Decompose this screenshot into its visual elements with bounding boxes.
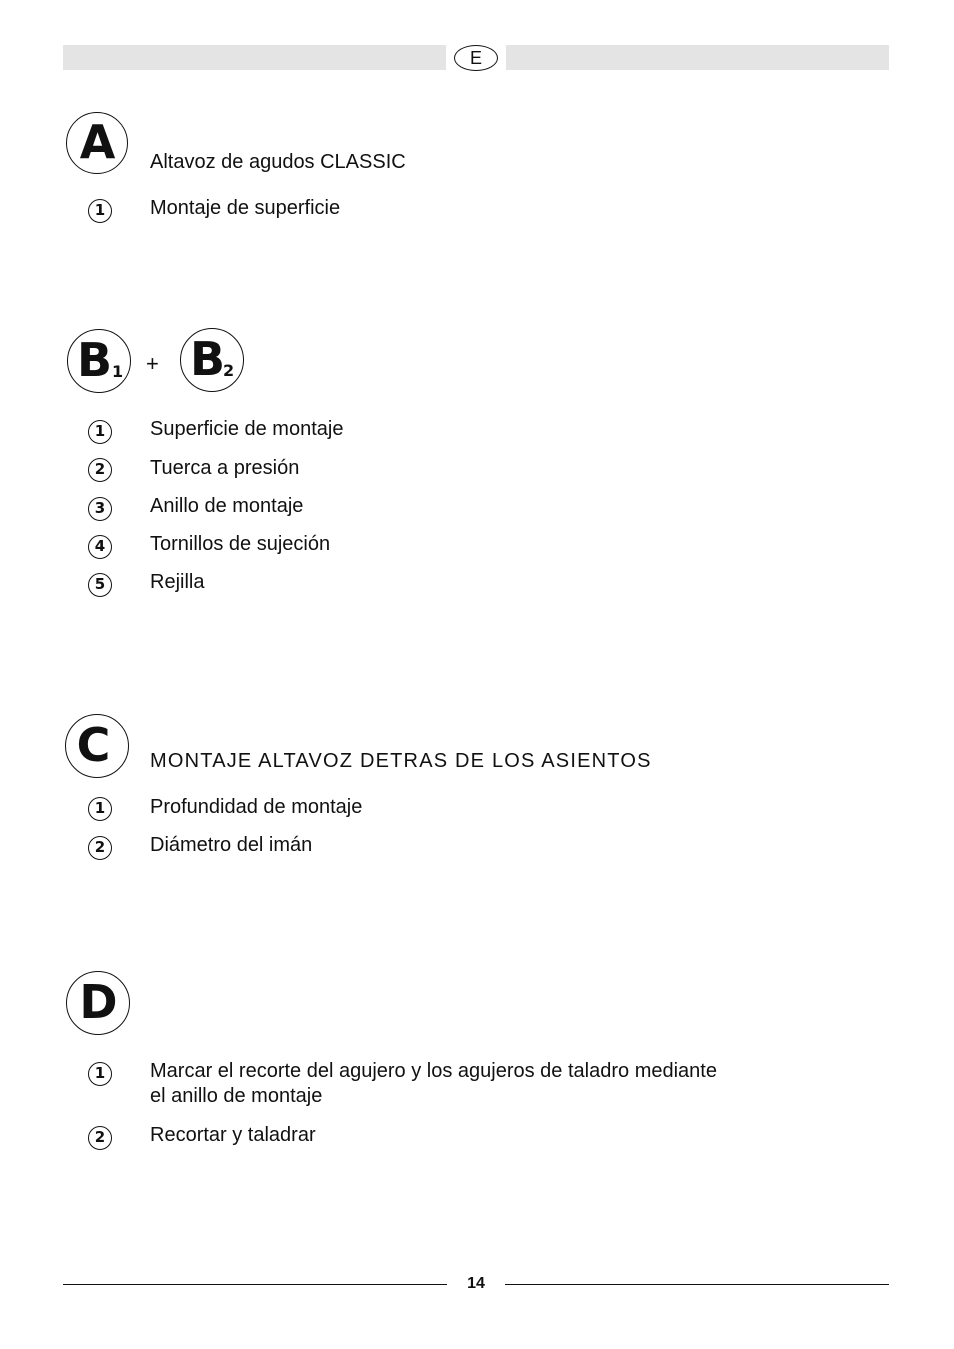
footer-rule-right bbox=[505, 1284, 889, 1285]
section-c-item-1-text: Profundidad de montaje bbox=[150, 796, 363, 818]
section-a-letter: A bbox=[79, 115, 115, 170]
section-b2-letter: B bbox=[189, 332, 225, 387]
section-b-item-2-text: Tuerca a presión bbox=[150, 457, 300, 479]
section-b-plus: + bbox=[146, 351, 159, 376]
section-d-item-2-text: Recortar y taladrar bbox=[150, 1124, 316, 1146]
page-number: 14 bbox=[467, 1275, 485, 1292]
section-d-item-1-text-line-2: el anillo de montaje bbox=[150, 1085, 323, 1107]
section-b1-subscript: 1 bbox=[112, 362, 124, 381]
section-c-title: MONTAJE ALTAVOZ DETRAS DE LOS ASIENTOS bbox=[150, 750, 652, 772]
section-d-item-2-number: 2 bbox=[88, 1126, 112, 1150]
section-b-item-4-number: 4 bbox=[88, 535, 112, 559]
section-c-marker bbox=[65, 714, 129, 778]
section-c-letter: C bbox=[76, 718, 110, 773]
section-c-item-2-text: Diámetro del imán bbox=[150, 834, 313, 856]
section-b-item-2-number: 2 bbox=[88, 458, 112, 482]
section-b-item-3-text: Anillo de montaje bbox=[150, 495, 304, 517]
section-b2-marker bbox=[180, 328, 244, 392]
language-badge: E bbox=[454, 45, 498, 71]
section-c-item-2-number: 2 bbox=[88, 836, 112, 860]
section-a-item-1-number: 1 bbox=[88, 199, 112, 223]
section-b2-subscript: 2 bbox=[223, 361, 235, 380]
section-b-item-5-number: 5 bbox=[88, 573, 112, 597]
section-d-letter: D bbox=[79, 975, 117, 1030]
section-b-item-1-number: 1 bbox=[88, 420, 112, 444]
section-b1-letter: B bbox=[76, 333, 112, 388]
section-b-item-4-text: Tornillos de sujeción bbox=[150, 533, 331, 555]
section-b1-marker bbox=[67, 329, 131, 393]
section-d-item-1-text-line-1: Marcar el recorte del agujero y los agujeros de taladro mediante bbox=[150, 1060, 717, 1082]
section-b-item-5-text: Rejilla bbox=[150, 571, 205, 593]
section-d-item-1-number: 1 bbox=[88, 1062, 112, 1086]
section-a-marker bbox=[66, 112, 128, 174]
section-b-item-3-number: 3 bbox=[88, 497, 112, 521]
footer-rule-left bbox=[63, 1284, 447, 1285]
section-c-item-1-number: 1 bbox=[88, 797, 112, 821]
section-a-item-1-text: Montaje de superficie bbox=[150, 197, 341, 219]
section-a-title: Altavoz de agudos CLASSIC bbox=[150, 151, 406, 173]
section-d-marker bbox=[66, 971, 130, 1035]
section-b-item-1-text: Superficie de montaje bbox=[150, 418, 344, 440]
